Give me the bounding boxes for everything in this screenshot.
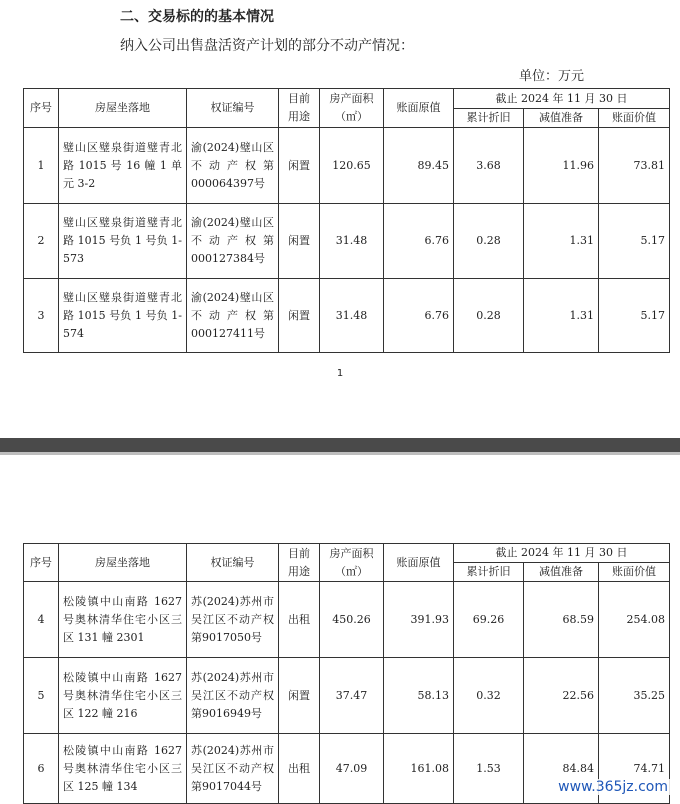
cell-depreciation: 1.53 bbox=[454, 734, 524, 804]
cell-location: 璧山区璧泉街道璧青北路 1015 号负 1 号负 1-573 bbox=[59, 204, 187, 279]
table-row bbox=[24, 582, 670, 658]
cell-seq: 5 bbox=[24, 658, 59, 734]
header-seq: 序号 bbox=[24, 89, 59, 128]
cell-impairment: 84.84 bbox=[524, 734, 599, 804]
cell-impairment: 1.31 bbox=[524, 279, 599, 353]
header-depreciation: 累计折旧 bbox=[454, 109, 524, 128]
cell-cert: 苏(2024)苏州市吴江区不动产权第9016949号 bbox=[187, 658, 279, 734]
section-title: 二、交易标的的基本情况 bbox=[120, 9, 274, 25]
header-use: 目前用途 bbox=[279, 544, 320, 582]
header-impairment: 减值准备 bbox=[524, 109, 599, 128]
cell-area: 47.09 bbox=[320, 734, 384, 804]
cell-original: 6.76 bbox=[384, 204, 454, 279]
page-separator-shadow bbox=[0, 452, 680, 455]
cell-seq: 4 bbox=[24, 582, 59, 658]
cell-original: 89.45 bbox=[384, 128, 454, 204]
cell-depreciation: 0.28 bbox=[454, 279, 524, 353]
cell-book-value: 73.81 bbox=[599, 128, 670, 204]
header-location: 房屋坐落地 bbox=[59, 89, 187, 128]
cell-seq: 2 bbox=[24, 204, 59, 279]
cell-location: 璧山区璧泉街道璧青北路 1015 号 16 幢 1 单元 3-2 bbox=[59, 128, 187, 204]
header-impairment: 减值准备 bbox=[524, 563, 599, 582]
cell-area: 450.26 bbox=[320, 582, 384, 658]
header-as-of: 截止 2024 年 11 月 30 日 bbox=[454, 544, 670, 563]
header-book-value: 账面价值 bbox=[599, 109, 670, 128]
header-depreciation: 累计折旧 bbox=[454, 563, 524, 582]
cell-cert: 渝(2024)璧山区不动产权第000127384号 bbox=[187, 204, 279, 279]
cell-use: 出租 bbox=[279, 734, 320, 804]
cell-impairment: 22.56 bbox=[524, 658, 599, 734]
cell-location: 松陵镇中山南路 1627 号奥林清华住宅小区三区 131 幢 2301 bbox=[59, 582, 187, 658]
cell-book-value: 5.17 bbox=[599, 279, 670, 353]
intro-text: 纳入公司出售盘活资产计划的部分不动产情况： bbox=[120, 38, 414, 54]
header-area: 房产面积（㎡） bbox=[320, 544, 384, 582]
header-use: 目前用途 bbox=[279, 89, 320, 128]
cell-book-value: 74.71 bbox=[599, 734, 670, 804]
cell-original: 161.08 bbox=[384, 734, 454, 804]
unit-label: 单位：万元 bbox=[518, 69, 584, 84]
watermark: www.365jz.com bbox=[558, 779, 668, 795]
cell-depreciation: 69.26 bbox=[454, 582, 524, 658]
cell-depreciation: 3.68 bbox=[454, 128, 524, 204]
cell-cert: 苏(2024)苏州市吴江区不动产权第9017050号 bbox=[187, 582, 279, 658]
cell-cert: 渝(2024)璧山区不动产权第000127411号 bbox=[187, 279, 279, 353]
cell-seq: 1 bbox=[24, 128, 59, 204]
cell-seq: 3 bbox=[24, 279, 59, 353]
table-row bbox=[24, 128, 670, 204]
header-area: 房产面积（㎡） bbox=[320, 89, 384, 128]
asset-table-page2 bbox=[23, 543, 670, 804]
cell-seq: 6 bbox=[24, 734, 59, 804]
cell-area: 120.65 bbox=[320, 128, 384, 204]
cell-impairment: 11.96 bbox=[524, 128, 599, 204]
header-cert: 权证编号 bbox=[187, 89, 279, 128]
table-row bbox=[24, 658, 670, 734]
cell-use: 闲置 bbox=[279, 279, 320, 353]
cell-cert: 苏(2024)苏州市吴江区不动产权第9017044号 bbox=[187, 734, 279, 804]
cell-impairment: 68.59 bbox=[524, 582, 599, 658]
cell-use: 闲置 bbox=[279, 204, 320, 279]
cell-use: 闲置 bbox=[279, 128, 320, 204]
cell-book-value: 35.25 bbox=[599, 658, 670, 734]
header-book-original: 账面原值 bbox=[384, 89, 454, 128]
cell-book-value: 254.08 bbox=[599, 582, 670, 658]
cell-depreciation: 0.28 bbox=[454, 204, 524, 279]
cell-cert: 渝(2024)璧山区不动产权第000064397号 bbox=[187, 128, 279, 204]
cell-use: 闲置 bbox=[279, 658, 320, 734]
cell-original: 6.76 bbox=[384, 279, 454, 353]
cell-area: 31.48 bbox=[320, 279, 384, 353]
page-separator bbox=[0, 438, 680, 452]
header-cert: 权证编号 bbox=[187, 544, 279, 582]
cell-original: 58.13 bbox=[384, 658, 454, 734]
cell-use: 出租 bbox=[279, 582, 320, 658]
cell-impairment: 1.31 bbox=[524, 204, 599, 279]
cell-location: 松陵镇中山南路 1627 号奥林清华住宅小区三区 125 幢 134 bbox=[59, 734, 187, 804]
header-book-original: 账面原值 bbox=[384, 544, 454, 582]
header-as-of: 截止 2024 年 11 月 30 日 bbox=[454, 89, 670, 109]
cell-original: 391.93 bbox=[384, 582, 454, 658]
header-location: 房屋坐落地 bbox=[59, 544, 187, 582]
cell-area: 37.47 bbox=[320, 658, 384, 734]
cell-location: 松陵镇中山南路 1627 号奥林清华住宅小区三区 122 幢 216 bbox=[59, 658, 187, 734]
table-row bbox=[24, 279, 670, 353]
cell-location: 璧山区璧泉街道璧青北路 1015 号负 1 号负 1-574 bbox=[59, 279, 187, 353]
page-number: 1 bbox=[336, 368, 344, 379]
header-book-value: 账面价值 bbox=[599, 563, 670, 582]
header-seq: 序号 bbox=[24, 544, 59, 582]
cell-book-value: 5.17 bbox=[599, 204, 670, 279]
asset-table-page1 bbox=[23, 88, 670, 353]
cell-depreciation: 0.32 bbox=[454, 658, 524, 734]
table-row bbox=[24, 204, 670, 279]
cell-area: 31.48 bbox=[320, 204, 384, 279]
